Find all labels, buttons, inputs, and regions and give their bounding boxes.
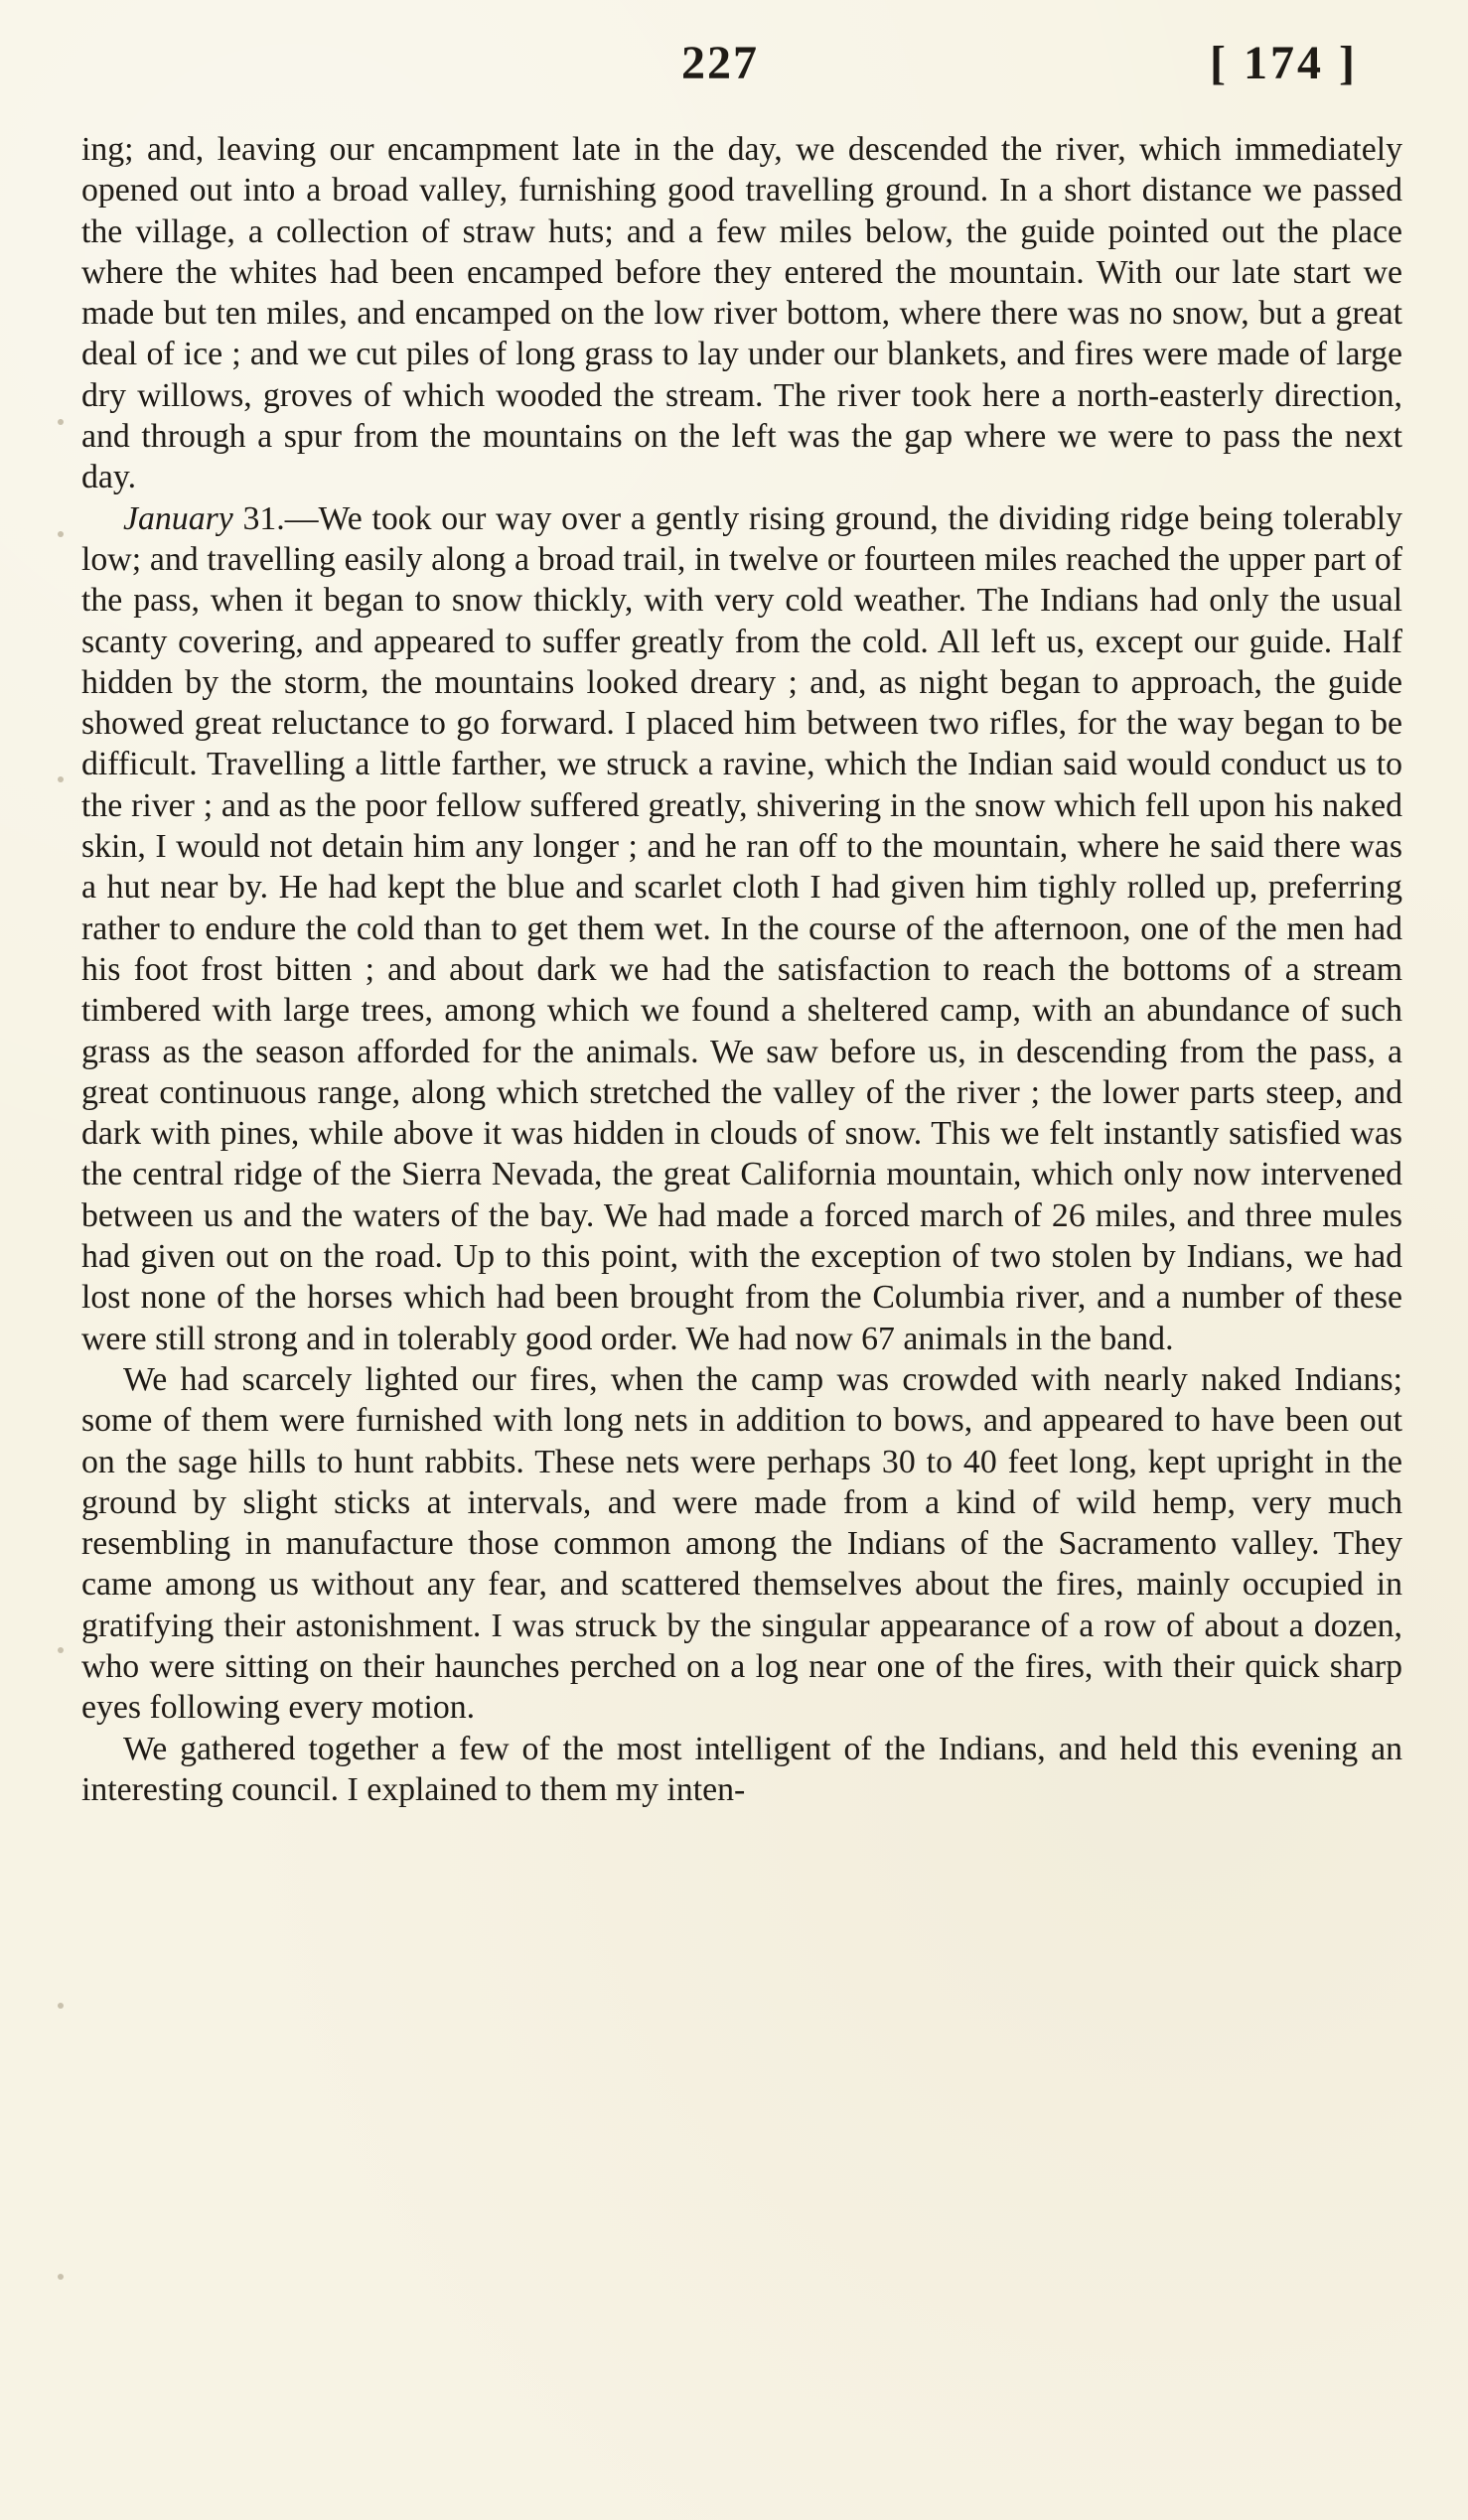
margin-mark <box>58 2003 64 2009</box>
margin-mark <box>58 1647 64 1653</box>
paragraph-3: We had scarcely lighted our fires, when the camp was crowded with nearly naked Indians; some of them were furnished with long nets in addition to bows, and appeared to have been out on the sage hills to hunt rabbits. These nets were perhaps 30 to 40 feet long, kept upright in the ground by slight sticks at intervals, and were made from a kind of wild hemp, very much resembling in manufacture those common among the Indians of the Sacramento valley. They came among us without any fear, and scattered themselves about the fires, mainly occupied in gratifying their astonishment. I was struck by the singular appearance of a row of about a dozen, who were sitting on their haunches perched on a log near one of the fires, with their quick sharp eyes following every motion. <box>81 1360 1402 1727</box>
page-number: 227 <box>681 37 759 89</box>
document-number: [ 174 ] <box>1210 37 1358 89</box>
paragraph-1: ing; and, leaving our encampment late in the day, we descended the river, which immediately opened out into a broad valley, furnishing good travelling ground. In a short distance we passed the village, a collection of straw huts; and a few miles below, the guide pointed out the place where the whites had been encamped before they entered the mountain. With our late start we made but ten miles, and encamped on the low river bottom, where there was no snow, but a great deal of ice ; and we cut piles of long grass to lay under our blankets, and fires were made of large dry willows, groves of which wooded the stream. The river took here a north-easterly direction, and through a spur from the mountains on the left was the gap where we were to pass the next day. <box>81 131 1402 496</box>
paragraph-2-text: 31.—We took our way over a gently rising ground, the dividing ridge being tolerably low; and travelling easily along a broad trail, in twelve or fourteen miles reached the upper part of the pass, when it began to snow thickly, with very cold weather. The Indians had only the usual scanty covering, and appeared to suffer greatly from the cold. All left us, except our guide. Half hidden by the storm, the mountains looked dreary ; and, as night began to approach, the guide showed great reluctance to go forward. I placed him between two rifles, for the way began to be difficult. Travelling a little farther, we struck a ravine, which the Indian said would conduct us to the river ; and as the poor fellow suffered greatly, shivering in the snow which fell upon his naked skin, I would not detain him any longer ; and he ran off to the mountain, where he said there was a hut near by. He had kept the blue and scarlet cloth I had given him tighly rolled up, preferring rather to endure the cold than to get them wet. In the course of the afternoon, one of the men had his foot frost bitten ; and about dark we had the satisfaction to reach the bottoms of a stream timbered with large trees, among which we found a sheltered camp, with an abundance of such grass as the season afforded for the animals. We saw before us, in descending from the pass, a great continuous range, along which stretched the valley of the river ; the lower parts steep, and dark with pines, while above it was hidden in clouds of snow. This we felt instantly satisfied was the central ridge of the Sierra Nevada, the great California mountain, which only now intervened between us and the waters of the bay. We had made a forced march of 26 miles, and three mules had given out on the road. Up to this point, with the exception of two stolen by Indians, we had lost none of the horses which had been brought from the Columbia river, and a number of these were still strong and in tolerably good order. We had now 67 animals in the band. <box>81 499 1402 1357</box>
paragraph-4: We gathered together a few of the most intelligent of the Indians, and held this evening an interesting council. I explained to them my inten- <box>81 1730 1402 1808</box>
main-text <box>81 129 1402 1810</box>
paragraph-2 <box>81 498 1402 1359</box>
date-label: January <box>123 499 233 537</box>
margin-mark <box>58 419 64 425</box>
margin-mark <box>58 2274 64 2280</box>
margin-mark <box>58 776 64 782</box>
page-header <box>0 28 1468 107</box>
margin-mark <box>58 531 64 537</box>
